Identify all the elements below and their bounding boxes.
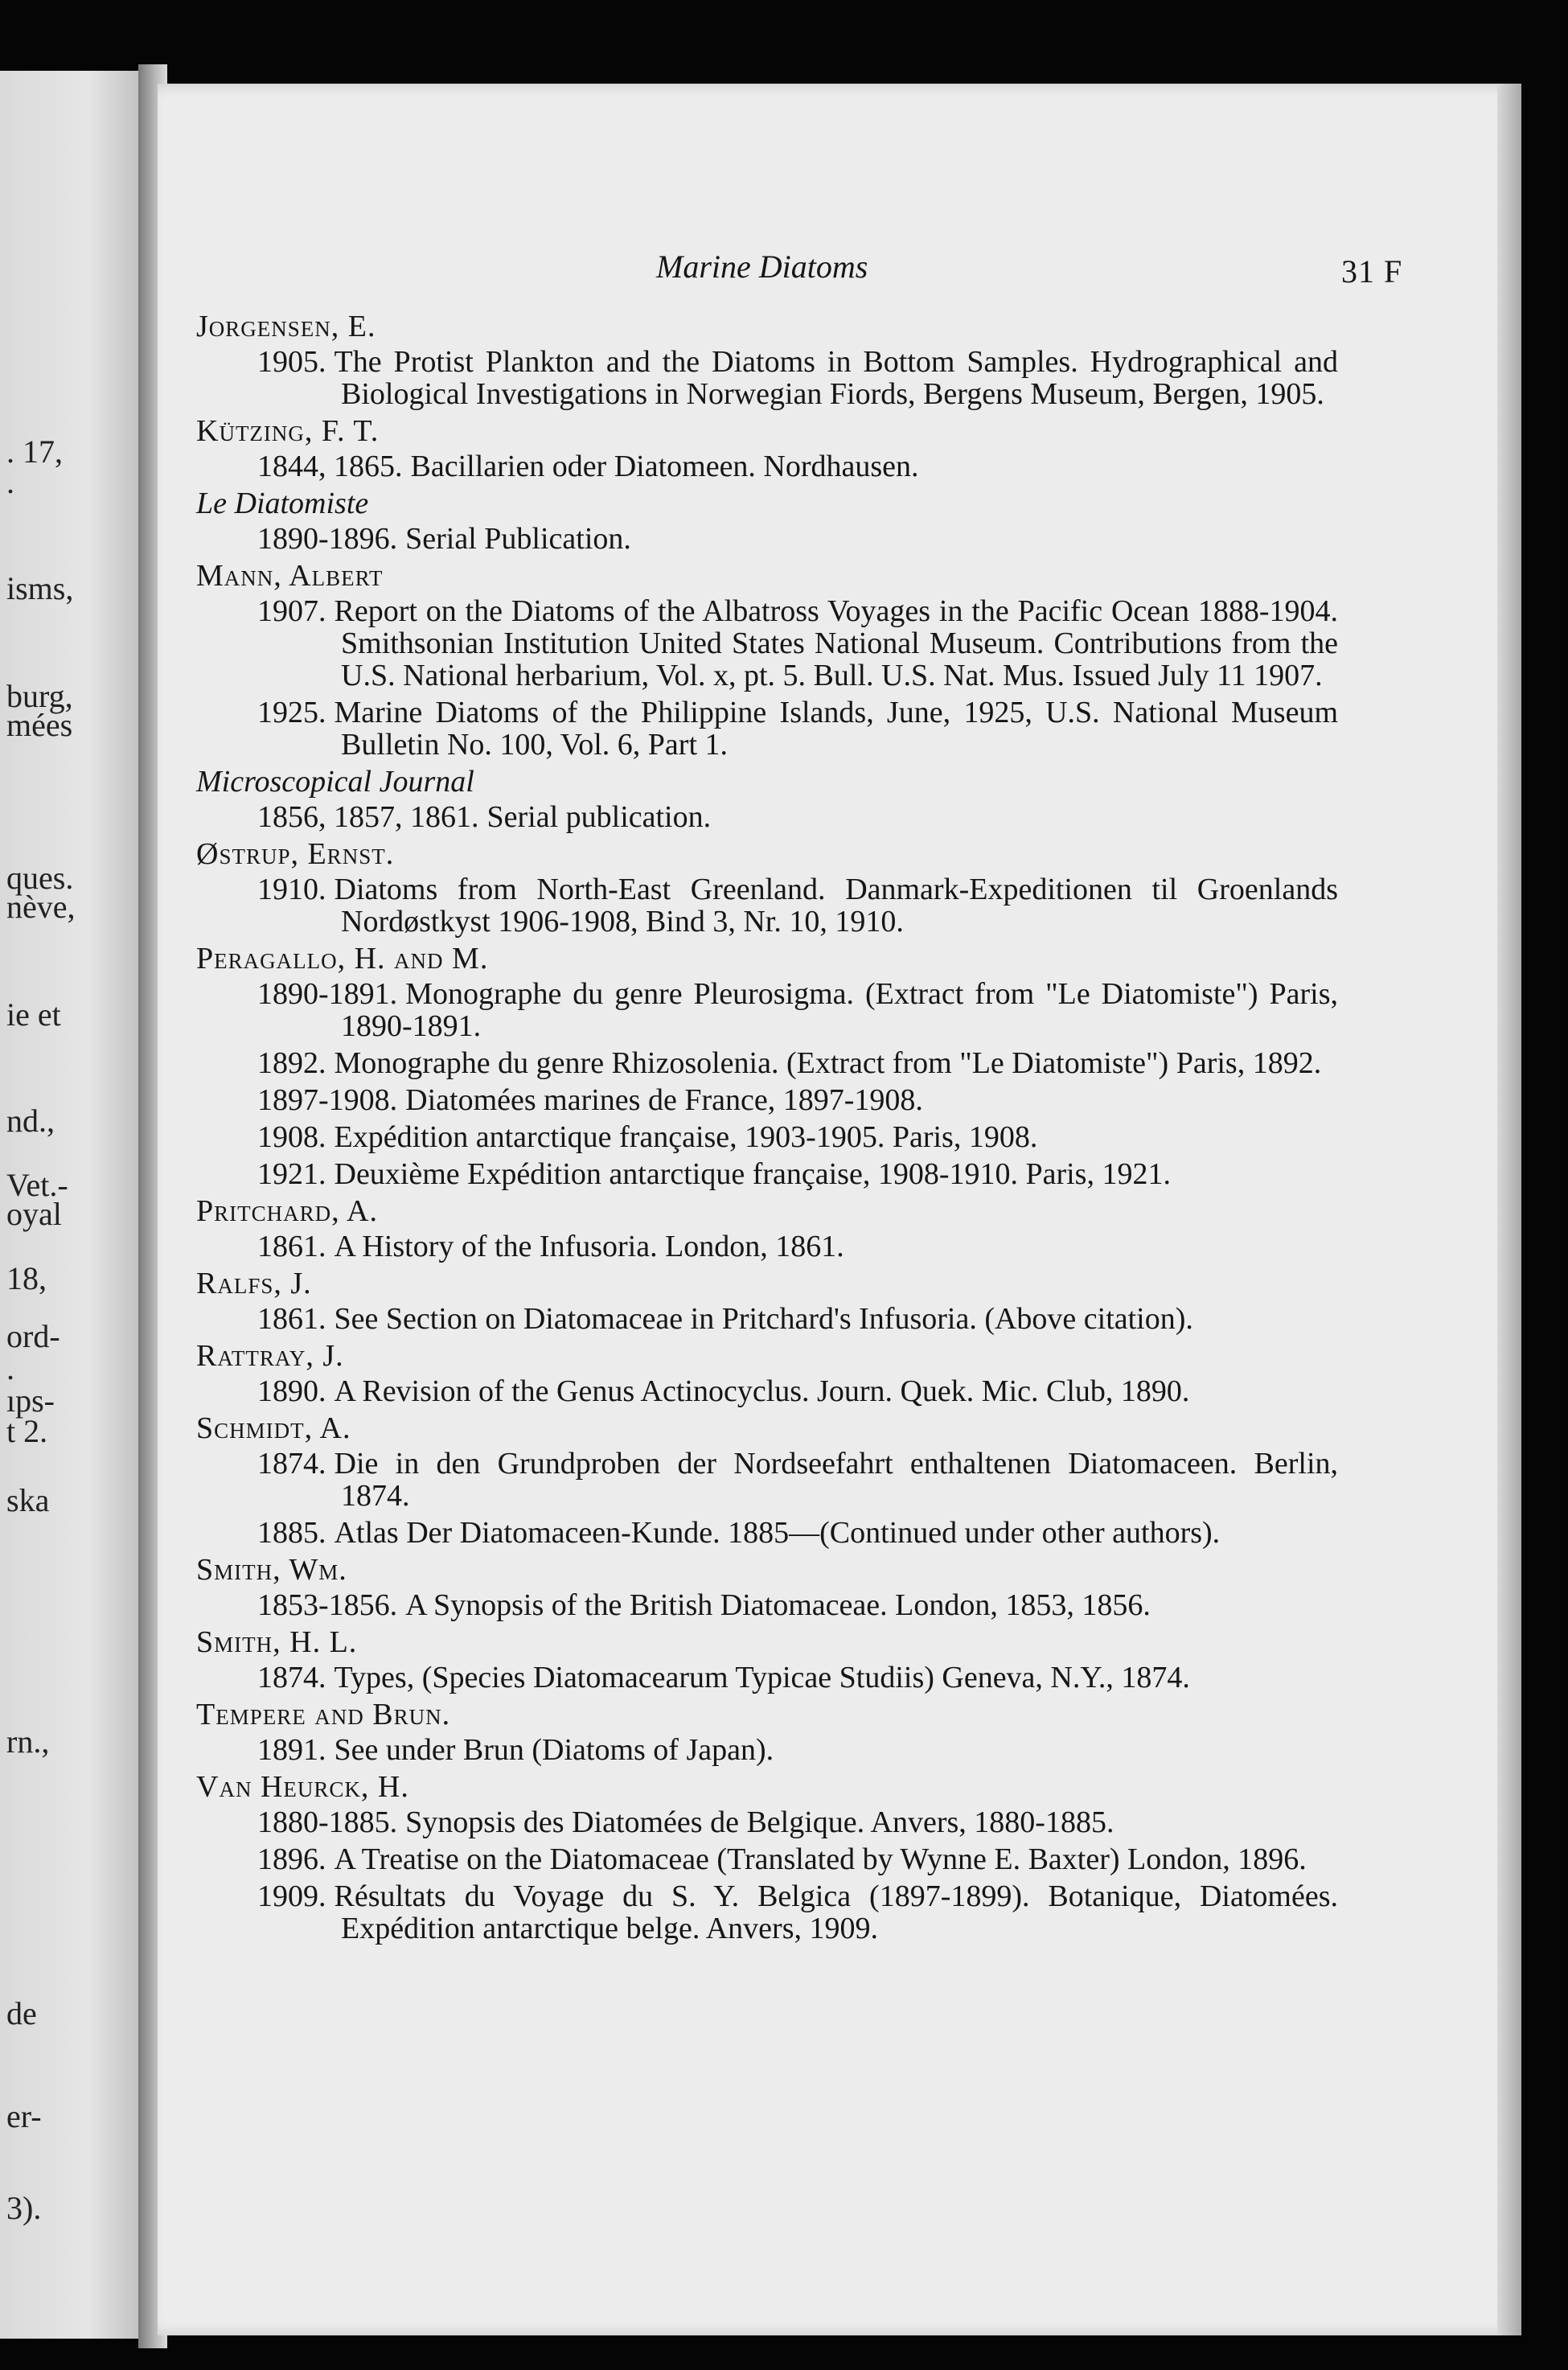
entry-year: 1874.	[257, 1447, 326, 1481]
entry-citation: The Protist Plankton and the Diatoms in Bottom Samples. Hydrographical and Biological Investigations in Norwegian Fiords, Bergens Museum, Bergen, 1905.	[334, 345, 1338, 411]
facing-page-fragment: ska	[6, 1482, 50, 1518]
author-heading: Schmidt, A.	[196, 1411, 351, 1445]
facing-page-fragment: de	[6, 1995, 37, 2031]
bibliography-entry	[196, 873, 1338, 938]
author-heading: Smith, H. L.	[196, 1625, 358, 1659]
entry-citation: Report on the Diatoms of the Albatross Voyages in the Pacific Ocean 1888-1904. Smithsonian Institution United States National Museum. Contributions from the U.S. National herbarium, Vol. x, pt. 5. Bull. U.S. Nat. Mus. Issued July 11 1907.	[334, 594, 1338, 692]
bibliography-entry	[196, 1734, 1338, 1766]
facing-page-fragment: er-	[6, 2098, 42, 2134]
bibliography-entry	[196, 1375, 1338, 1407]
bibliography-entry	[196, 1517, 1338, 1549]
facing-page-fragment: 18,	[6, 1260, 47, 1296]
bibliography-entry	[196, 523, 1338, 555]
bibliography-entry	[196, 450, 1338, 483]
entry-year: 1885.	[257, 1516, 326, 1550]
entry-year: 1861.	[257, 1302, 326, 1336]
bibliography-entry	[196, 1047, 1338, 1079]
author-heading: Peragallo, H. and M.	[196, 942, 489, 976]
entry-citation: Deuxième Expédition antarctique française, 1908-1910. Paris, 1921.	[334, 1157, 1171, 1191]
bibliography-entry	[196, 696, 1338, 761]
entry-citation: Types, (Species Diatomacearum Typicae Studiis) Geneva, N.Y., 1874.	[334, 1661, 1190, 1694]
facing-page-fragment: mées	[6, 707, 73, 743]
entry-year: 1861.	[257, 1230, 326, 1263]
entry-year: 1853-1856.	[257, 1588, 398, 1622]
entry-year: 1880-1885.	[257, 1805, 398, 1839]
author-heading: Ralfs, J.	[196, 1267, 312, 1300]
bibliography-list	[196, 309, 1338, 1949]
entry-year: 1907.	[257, 594, 326, 628]
page-number: 31 F	[1341, 253, 1403, 290]
facing-page-fragment: .	[6, 1350, 14, 1386]
entry-citation: Marine Diatoms of the Philippine Islands, June, 1925, U.S. National Museum Bulletin No. 100, Vol. 6, Part 1.	[334, 696, 1338, 762]
facing-page-fragment: ord-	[6, 1318, 60, 1354]
entry-citation: Diatoms from North-East Greenland. Danmark-Expeditionen til Groenlands Nordøstkyst 1906-1908, Bind 3, Nr. 10, 1910.	[334, 873, 1338, 939]
running-head	[158, 248, 1521, 296]
facing-page-fragment: oyal	[6, 1196, 62, 1232]
entry-citation: Die in den Grundproben der Nordseefahrt enthaltenen Diatomaceen. Berlin, 1874.	[334, 1447, 1338, 1513]
facing-page-fragment: rn.,	[6, 1723, 50, 1760]
entry-year: 1891.	[257, 1733, 326, 1767]
entry-year: 1897-1908.	[257, 1083, 398, 1117]
facing-page-fragment: .	[6, 464, 14, 500]
facing-page-fragment: ıps-	[6, 1382, 55, 1419]
entry-year: 1892.	[257, 1046, 326, 1080]
author-heading: Østrup, Ernst.	[196, 837, 395, 871]
author-heading: Le Diatomiste	[196, 487, 369, 520]
entry-year: 1909.	[257, 1879, 326, 1913]
author-heading: Jorgensen, E.	[196, 310, 376, 343]
running-title: Marine Diatoms	[656, 249, 868, 285]
entry-citation: Diatomées marines de France, 1897-1908.	[405, 1083, 923, 1117]
entry-year: 1890-1891.	[257, 977, 398, 1011]
facing-page	[0, 71, 146, 2339]
entry-year: 1921.	[257, 1157, 326, 1191]
page-edge	[1497, 84, 1521, 2335]
bibliography-entry	[196, 1661, 1338, 1694]
bibliography-entry	[196, 1806, 1338, 1838]
entry-year: 1890-1896.	[257, 522, 398, 556]
facing-page-fragment: t 2.	[6, 1413, 48, 1449]
author-heading: Kützing, F. T.	[196, 414, 380, 448]
entry-year: 1896.	[257, 1842, 326, 1876]
bibliography-entry	[196, 1158, 1338, 1190]
bibliography-entry	[196, 1880, 1338, 1945]
bibliography-entry	[196, 1843, 1338, 1875]
entry-citation: Synopsis des Diatomées de Belgique. Anvers, 1880-1885.	[405, 1805, 1114, 1839]
author-heading: Smith, Wm.	[196, 1553, 347, 1587]
entry-citation: Bacillarien oder Diatomeen. Nordhausen.	[410, 450, 919, 483]
author-heading: Pritchard, A.	[196, 1194, 378, 1228]
bibliography-entry	[196, 801, 1338, 833]
author-heading: Van Heurck, H.	[196, 1770, 409, 1804]
author-heading: Tempere and Brun.	[196, 1698, 451, 1731]
facing-page-fragment: nd.,	[6, 1103, 55, 1139]
entry-citation: See Section on Diatomaceae in Pritchard's Infusoria. (Above citation).	[334, 1302, 1193, 1336]
entry-citation: A History of the Infusoria. London, 1861.	[334, 1230, 844, 1263]
bibliography-entry	[196, 1589, 1338, 1621]
entry-year: 1905.	[257, 345, 326, 379]
entry-year: 1925.	[257, 696, 326, 729]
facing-page-fragment: nève,	[6, 889, 76, 925]
facing-page-fragment: ie et	[6, 996, 61, 1033]
entry-citation: Résultats du Voyage du S. Y. Belgica (1897-1899). Botanique, Diatomées. Expédition antarctique belge. Anvers, 1909.	[334, 1879, 1338, 1945]
facing-page-fragment: burg,	[6, 678, 73, 714]
entry-year: 1890.	[257, 1374, 326, 1408]
bibliography-entry	[196, 595, 1338, 692]
author-heading: Rattray, J.	[196, 1339, 344, 1373]
entry-year: 1910.	[257, 873, 326, 906]
entry-citation: A Revision of the Genus Actinocyclus. Journ. Quek. Mic. Club, 1890.	[334, 1374, 1190, 1408]
bibliography-entry	[196, 1121, 1338, 1153]
entry-year: 1874.	[257, 1661, 326, 1694]
entry-year: 1856, 1857, 1861.	[257, 800, 479, 834]
facing-page-fragment: Vet.-	[6, 1167, 68, 1203]
entry-citation: Expédition antarctique française, 1903-1905. Paris, 1908.	[334, 1120, 1038, 1154]
entry-citation: Serial publication.	[486, 800, 712, 834]
entry-citation: Serial Publication.	[405, 522, 631, 556]
facing-page-fragment: 3).	[6, 2190, 42, 2226]
author-heading: Mann, Albert	[196, 559, 384, 593]
bibliography-entry	[196, 978, 1338, 1042]
bibliography-entry	[196, 1230, 1338, 1263]
entry-citation: A Treatise on the Diatomaceae (Translated by Wynne E. Baxter) London, 1896.	[334, 1842, 1307, 1876]
bibliography-entry	[196, 346, 1338, 410]
entry-year: 1908.	[257, 1120, 326, 1154]
bibliography-entry	[196, 1448, 1338, 1512]
facing-page-fragment: isms,	[6, 570, 74, 606]
entry-citation: See under Brun (Diatoms of Japan).	[334, 1733, 774, 1767]
entry-citation: Atlas Der Diatomaceen-Kunde. 1885—(Continued under other authors).	[334, 1516, 1221, 1550]
entry-citation: Monographe du genre Rhizosolenia. (Extract from "Le Diatomiste") Paris, 1892.	[334, 1046, 1322, 1080]
bibliography-entry	[196, 1084, 1338, 1116]
facing-page-fragment: . 17,	[6, 433, 63, 470]
entry-year: 1844, 1865.	[257, 450, 403, 483]
bibliography-entry	[196, 1303, 1338, 1335]
author-heading: Microscopical Journal	[196, 765, 474, 799]
entry-citation: Monographe du genre Pleurosigma. (Extract from "Le Diatomiste") Paris, 1890-1891.	[341, 977, 1338, 1043]
facing-page-fragment: ques.	[6, 860, 74, 896]
entry-citation: A Synopsis of the British Diatomaceae. London, 1853, 1856.	[405, 1588, 1151, 1622]
